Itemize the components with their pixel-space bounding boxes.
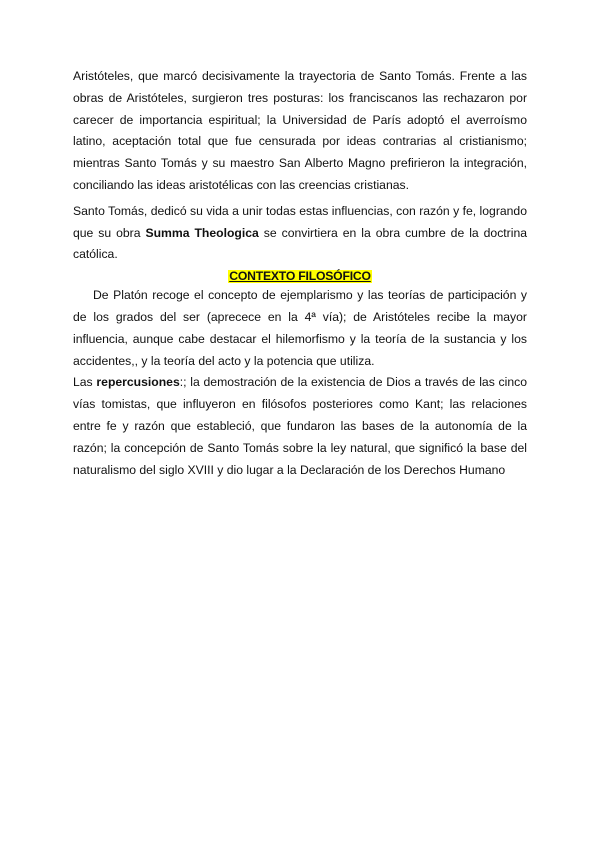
paragraph-repercusiones — [73, 372, 527, 481]
paragraph-summa-theologica — [73, 201, 527, 266]
paragraph-platon-aristoteles: De Platón recoge el concepto de ejemplarismo y las teorías de participación y de los grados del ser (aprecece en la 4ª vía); de Aristóteles recibe la mayor influencia, aunque cabe destacar el hilemorfismo y la teoría de la sustancia y los accidentes,, y la teoría del acto y la potencia que utiliza. — [73, 288, 527, 368]
paragraph-text: se convirtiera en la obra cumbre de la doctrina católica. — [73, 225, 528, 262]
document-body — [73, 66, 527, 481]
bold-term-repercusiones: repercusiones — [96, 375, 180, 390]
paragraph-aristoteles-postures: Aristóteles, que marcó decisivamente la trayectoria de Santo Tomás. Frente a las obras de Aristóteles, surgieron tres posturas: los franciscanos las rechazaron por carecer de importancia espiritual; la Universidad de París adoptó el averroísmo latino, aceptación total que fue censurada por ideas contrarias al cristianismo; mientras Santo Tomás y su maestro San Alberto Magno prefirieron la integración, conciliando las ideas aristotélicas con las creencias cristianas. — [73, 69, 527, 192]
paragraph-text: Santo Tomás, dedicó su vida a unir todas estas influencias, con razón y fe, logrando que su obra — [73, 203, 527, 240]
paragraph-text: Las — [73, 375, 97, 390]
section-heading-wrap — [73, 267, 527, 285]
bold-term-summa-theologica: Summa Theologica — [145, 225, 259, 240]
section-heading-contexto-filosofico: CONTEXTO FILOSÓFICO — [229, 269, 371, 284]
paragraph-text: :; la demostración de la existencia de Dios a través de las cinco vías tomistas, que influyeron en filósofos posteriores como Kant; las relaciones entre fe y razón que estableció, que fundaron las bases de la autonomía de la razón; la concepción de Santo Tomás sobre la ley natural, que significó la base del naturalismo del siglo XVIII y dio lugar a la Declaración de los Derechos Humano — [73, 375, 528, 477]
